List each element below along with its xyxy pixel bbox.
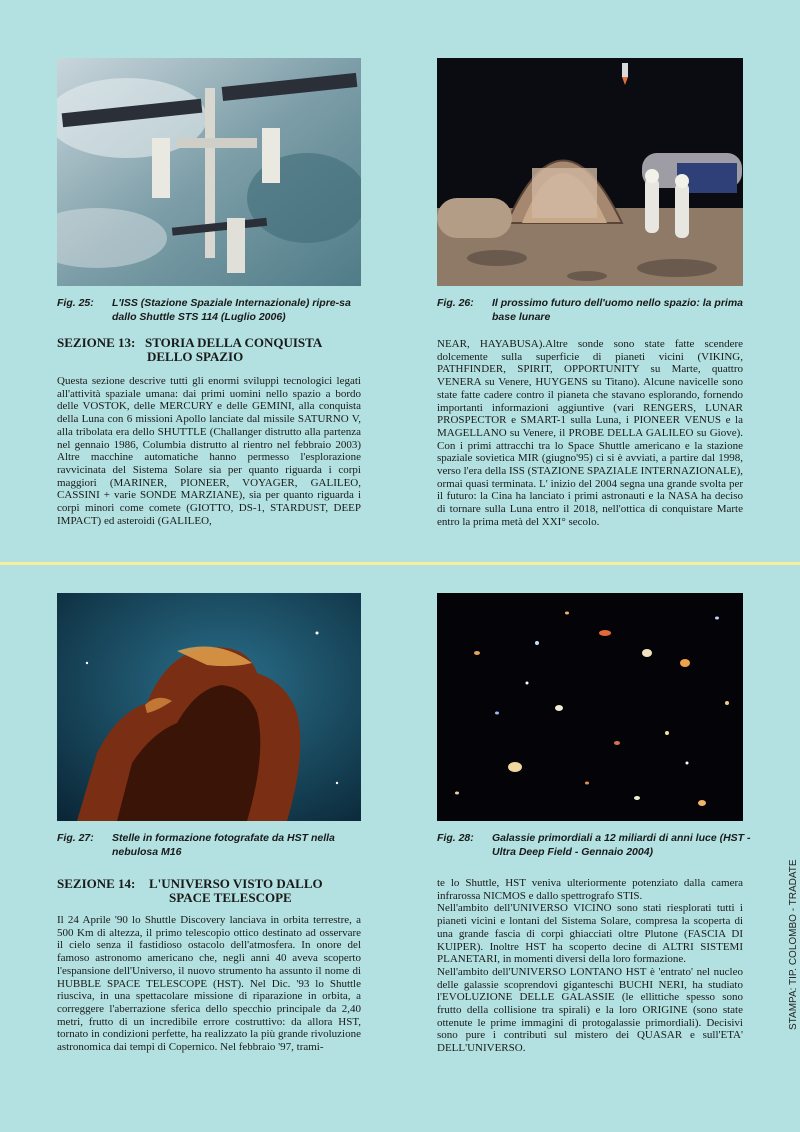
nebula-m16-photo — [57, 593, 361, 821]
paragraph: Nell'ambito dell'UNIVERSO LONTANO HST è 'entrato' nel nucleo delle galassie scoprendovi giganteschi BUCHI NERI, ha studiato l'EVOLUZIONE DELLE GALASSIE (le ellittiche spesso sono frutto della collisione tra spirali) e la loro ORIGINE (sono state ottenute le prime immagini di protogalassie primordiali). Decisivi sono pure i contributi sul mistero dei QUASAR e sull'ETA' DELL'UNIVERSO. — [437, 965, 743, 1055]
figure-text: Galassie primordiali a 12 miliardi di anni luce (HST - Ultra Deep Field - Gennaio 2004) — [492, 832, 751, 858]
figure-number: Fig. 27: — [57, 832, 94, 844]
iss-photo — [57, 58, 361, 286]
section-label: SEZIONE 14: — [57, 876, 136, 891]
section-label: SEZIONE 13: — [57, 335, 136, 350]
paragraph: Il 24 Aprile '90 lo Shuttle Discovery lanciava in orbita terrestre, a 500 Km di altezza, il primo telescopio ottico destinato ad osservare il cielo senza il fastidioso ostacolo dell'atmosfera. In onore del famoso astronomo americano che, negli anni 40 aveva scoperto l'espansione dell'Universo, il nuovo strumento ha assunto il nome di HUBBLE SPACE TELESCOPE (HST). Nel Dic. '93 lo Shuttle riusciva, in una spettacolare missione di riparazione in orbita, a correggere l'aberrazione sferica dello specchio principale da 2,40 metri, frutto di un incredibile errore costruttivo: da allora HST, tornato in condizioni perfette, ha realizzato la più grande rivoluzione astronomica dai tempi di Copernico. Nel febbraio '97, trami- — [57, 914, 361, 1054]
figure-number: Fig. 28: — [437, 832, 474, 844]
figure-text: L'ISS (Stazione Spaziale Internazionale) ripre-sa dallo Shuttle STS 114 (Luglio 2006) — [112, 297, 351, 323]
print-credit: STAMPA: TIP. COLOMBO - TRADATE — [788, 859, 799, 1030]
figure-number: Fig. 25: — [57, 297, 94, 309]
section-title-line: L'UNIVERSO VISTO DALLO — [149, 876, 323, 891]
figure-text: Stelle in formazione fotografate da HST nella nebulosa M16 — [112, 832, 335, 858]
figure-text: Il prossimo futuro dell'uomo nello spazio: la prima base lunare — [492, 297, 744, 323]
figure-caption — [437, 296, 757, 326]
lunar-base-illustration — [437, 58, 743, 286]
paragraph: Questa sezione descrive tutti gli enormi sviluppi tecnologici legati all'attività spaziale umana: dai primi uomini nello spazio a bordo delle VOSTOK, delle MERCURY e delle GEMINI, alla conquista della Luna con 6 missioni Apollo lanciate dal missile SATURNO V, alla tribolata era dello SHUTTLE (Challanger distrutto alla partenza nel gennaio 1986, Columbia distrutto al rientro nel febbraio 2003) Altre macchine automatiche hanno permesso l'esplorazione ravvicinata del Sistema Solare sia per quanto riguarda i corpi maggiori (MARINER, PIONEER, VOYAGER, GALILEO, CASSINI + varie SONDE MARZIANE), sia per quanto riguarda i corpi minori come comete (GIOTTO, DS-1, STARDUST, DEEP IMPACT) ed asteroidi (GALILEO, — [57, 375, 361, 527]
paragraph: Nell'ambito dell'UNIVERSO VICINO sono stati riesplorati tutti i pianeti vicini e lontani del Sistema Solare, compresa la scoperta di una grande fascia di corpi ghiacciati oltre Plutone (FASCIA DI KUIPER). Inoltre HST ha scoperto decine di ALTRI SISTEMI PLANETARI, in momenti diversi della loro formazione. — [437, 902, 743, 966]
paragraph: te lo Shuttle, HST veniva ulteriormente potenziato dalla camera infrarossa NICMOS e dallo spettrografo STIS. — [437, 877, 743, 902]
section-title-line: STORIA DELLA CONQUISTA — [145, 335, 323, 350]
section-14-title — [57, 877, 377, 907]
ultra-deep-field-photo — [437, 593, 743, 821]
section-13-column-2 — [437, 338, 743, 548]
section-13-title — [57, 336, 377, 366]
section-divider — [0, 562, 800, 565]
paragraph: NEAR, HAYABUSA).Altre sonde sono state fatte scendere dolcemente sulla superficie di pianeti vicini (VIKING, PATHFINDER, SPIRIT, OPPORTUNITY su Marte, quattro VENERA su Venere, HUYGENS su Titano). Alcune navicelle sono state fatte cadere contro il pianeta che stavano esplorando, fornendo importanti informazioni aggiuntive (vari RENGERS, LUNAR PROSPECTOR e SMART-1 sulla Luna, i PIONEER VENUS e la MAGELLANO su Venere, il PROBE DELLA GALILEO su Giove). Con i primi attracchi tra lo Space Shuttle americano e la stazione spaziale sovietica MIR (giugno'95) ci si è avviati, a partire dal 1998, verso l'era della ISS (STAZIONE SPAZIALE INTERNAZIONALE), ormai quasi terminata. L' inizio del 2004 segna una grande svolta per il futuro: la Cina ha lanciato i primi astronauti e la NASA ha deciso di tornare sulla Luna entro il 2018, nell'ottica di conquistare Marte entro la prima metà del XXI° secolo. — [437, 338, 743, 528]
figure-caption — [57, 831, 377, 861]
section-title-line: SPACE TELESCOPE — [169, 890, 292, 905]
section-13-column-1 — [57, 375, 361, 543]
figure-caption — [437, 831, 757, 861]
figure-caption — [57, 296, 377, 326]
figure-number: Fig. 26: — [437, 297, 474, 309]
section-14-column-2 — [437, 877, 743, 1077]
section-title-line: DELLO SPAZIO — [147, 349, 244, 364]
section-14-column-1 — [57, 914, 361, 1084]
